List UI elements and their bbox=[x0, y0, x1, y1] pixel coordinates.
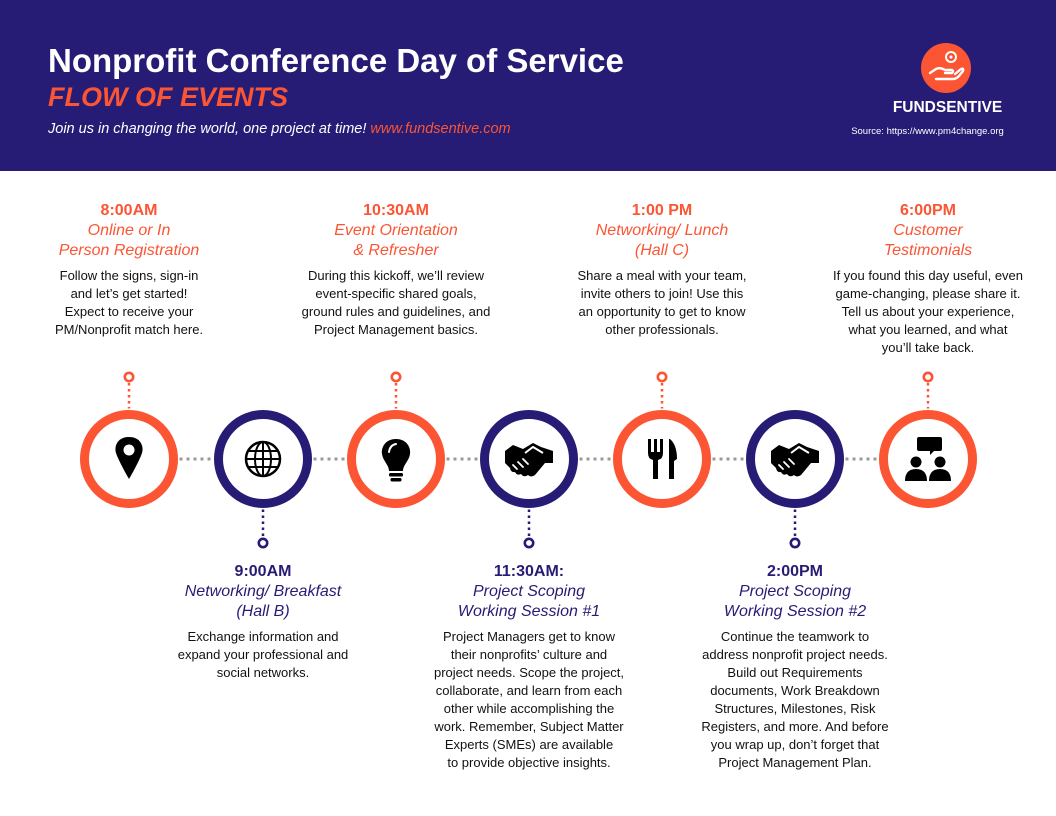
event-time: 11:30AM: bbox=[493, 563, 565, 580]
event-title: Customer Testimonials bbox=[883, 222, 973, 259]
event-title: Networking/ Lunch (Hall C) bbox=[595, 222, 729, 259]
event-description: Project Managers get to know their nonprofits’ culture and project needs. Scope the project, collaborate, and learn from each other while accomplishing the work. Remember, Subject Matter Experts (SMEs) are available to provide objective insights. bbox=[433, 629, 625, 770]
event-time: 10:30AM bbox=[363, 202, 429, 219]
tagline-text: Join us in changing the world, one project at time! bbox=[48, 121, 371, 137]
event-time: 2:00PM bbox=[766, 563, 824, 580]
event-4 bbox=[424, 562, 634, 772]
event-time: 9:00AM bbox=[234, 563, 292, 580]
event-2 bbox=[168, 562, 358, 682]
page-subtitle: FLOW OF EVENTS bbox=[48, 82, 288, 112]
event-description: If you found this day useful, even game-changing, please share it. Tell us about your experience, what you learned, and what you’ll take back. bbox=[832, 268, 1024, 355]
stem-pin bbox=[658, 373, 666, 381]
event-time: 6:00PM bbox=[899, 202, 957, 219]
stem-pin bbox=[791, 539, 799, 547]
event-1 bbox=[39, 201, 219, 339]
brand-name: FUNDSENTIVE bbox=[892, 99, 1003, 116]
event-time: 8:00AM bbox=[100, 202, 158, 219]
event-title: Project Scoping Working Session #2 bbox=[723, 583, 867, 620]
stem-pin bbox=[125, 373, 133, 381]
stem-pin bbox=[924, 373, 932, 381]
globe-icon bbox=[246, 442, 280, 476]
event-5 bbox=[567, 201, 757, 339]
event-title: Event Orientation & Refresher bbox=[334, 222, 458, 259]
event-3 bbox=[294, 201, 499, 339]
stem-pin bbox=[525, 539, 533, 547]
event-title: Networking/ Breakfast (Hall B) bbox=[184, 583, 342, 620]
event-time: 1:00 PM bbox=[631, 202, 693, 219]
event-6 bbox=[690, 562, 900, 772]
source-credit: Source: https://www.pm4change.org bbox=[851, 126, 1004, 137]
event-description: Follow the signs, sign-in and let’s get started! Expect to receive your PM/Nonprofit match here. bbox=[54, 268, 204, 337]
event-ring bbox=[884, 415, 973, 504]
event-title: Project Scoping Working Session #1 bbox=[457, 583, 601, 620]
stem-pin bbox=[392, 373, 400, 381]
event-7 bbox=[823, 201, 1033, 357]
event-description: Share a meal with your team, invite others to join! Use this an opportunity to get to know other professionals. bbox=[577, 268, 747, 337]
page-title: Nonprofit Conference Day of Service bbox=[48, 42, 624, 79]
event-description: Continue the teamwork to address nonprofit project needs. Build out Requirements documents, Work Breakdown Structures, Milestones, Risk Registers, and more. And before you wrap up, don’t forget that Project Management Plan. bbox=[701, 629, 889, 770]
event-ring bbox=[618, 415, 707, 504]
event-description: Exchange information and expand your professional and social networks. bbox=[177, 629, 349, 680]
website-link[interactable]: www.fundsentive.com bbox=[370, 121, 511, 137]
event-title: Online or In Person Registration bbox=[58, 222, 200, 259]
event-description: During this kickoff, we’ll review event-specific shared goals, ground rules and guidelines, and Project Management basics. bbox=[301, 268, 491, 337]
stem-pin bbox=[259, 539, 267, 547]
